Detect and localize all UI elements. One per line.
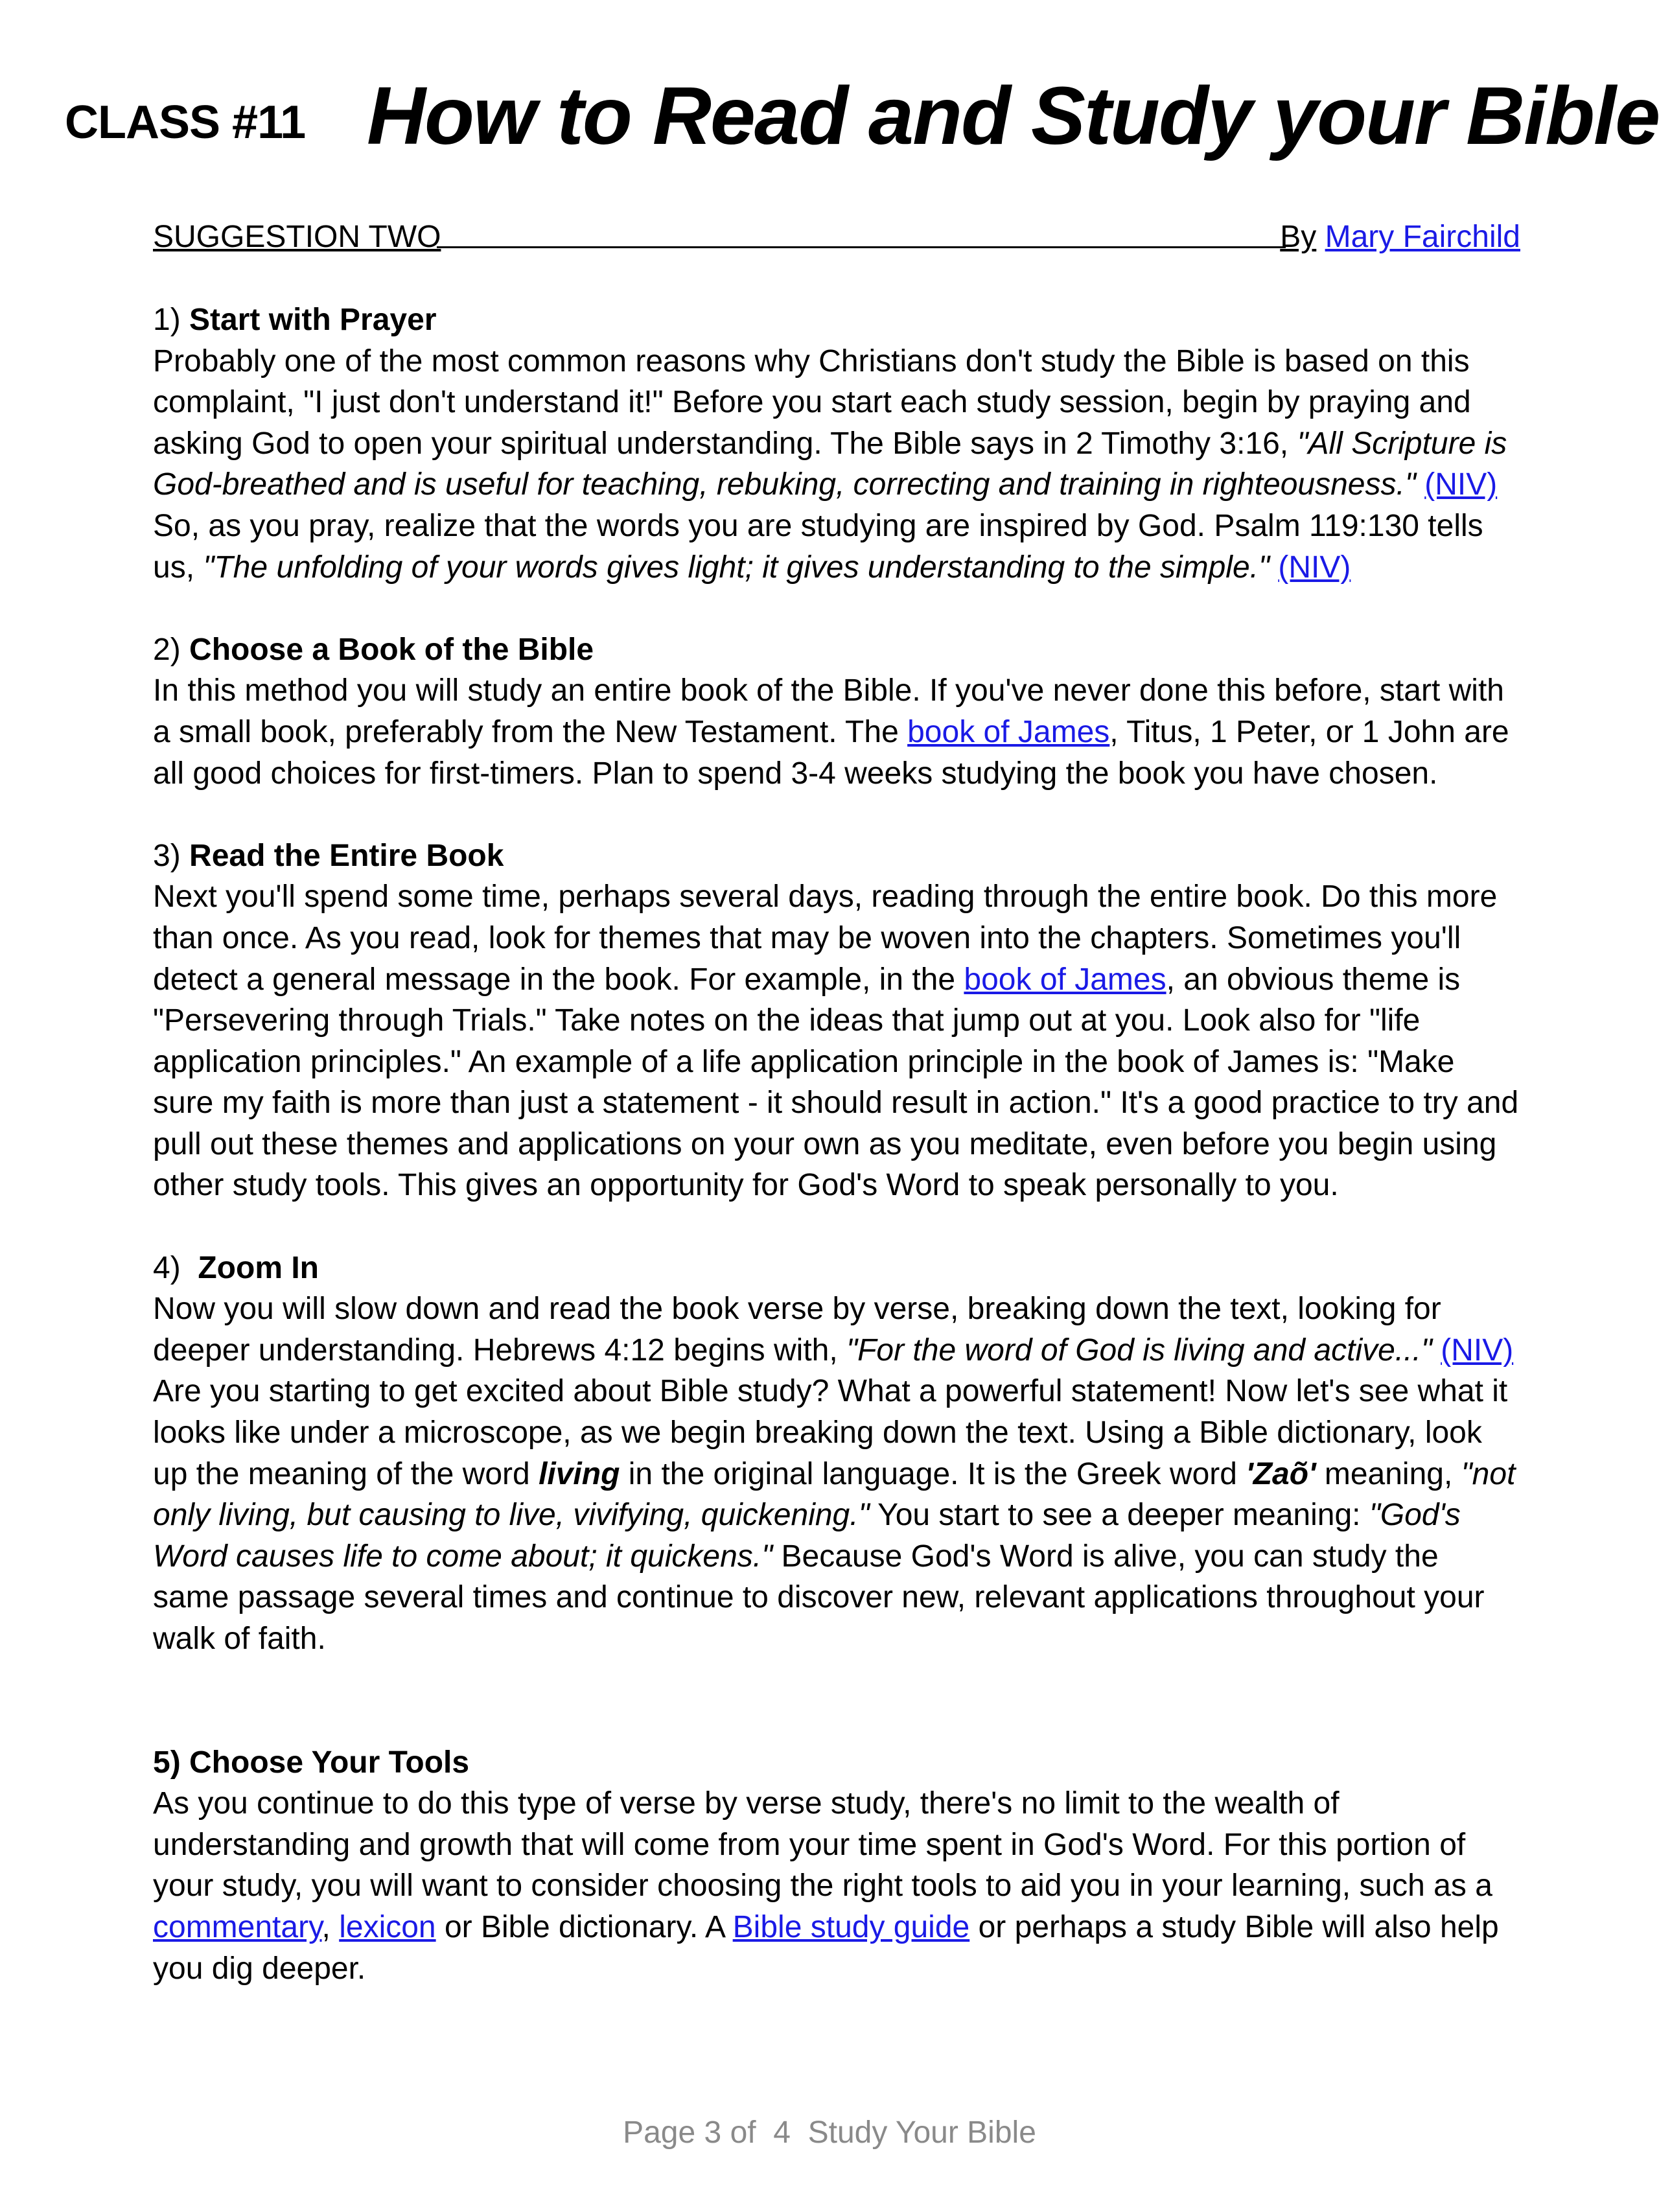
text: in the original language. It is the Greek word: [628, 1456, 1237, 1491]
definition-quote: "not only living, but causing to live, vivifying, quickening.": [153, 1456, 1516, 1533]
book-of-james-link[interactable]: book of James: [907, 714, 1110, 749]
section-title: Choose a Book of the Bible: [189, 632, 594, 667]
section-number: 2): [153, 632, 181, 667]
greek-word: 'Zaõ': [1246, 1456, 1316, 1491]
suggestion-label: SUGGESTION TWO: [153, 220, 441, 254]
section-text: [153, 1783, 1520, 1989]
page-footer: Page 3 of 4 Study Your Bible: [623, 2115, 1036, 2150]
section-2: [153, 629, 1520, 794]
text: , an obvious theme is "Persevering through Trials." Take notes on the ideas that jump out at you. Look also for "life application principles." An example of a life application principle in the book of James is: "Make sure my faith is more than just a statement - it should result in action." It's a good practice to try and pull out these themes and applications on your own as you meditate, even before you begin using other study tools. This gives an opportunity for God's Word to speak personally to you.: [153, 962, 1519, 1203]
by-label: By: [1280, 220, 1317, 254]
document-body: [153, 216, 1520, 2031]
book-of-james-link[interactable]: book of James: [964, 962, 1166, 997]
section-3: [153, 835, 1520, 1206]
scripture-quote: "All Scripture is God-breathed and is useful for teaching, rebuking, correcting and training in righteousness.": [153, 426, 1507, 502]
section-1: [153, 299, 1520, 588]
section-heading: [153, 1248, 1520, 1289]
section-heading: [153, 299, 1520, 341]
page-header: [65, 65, 1659, 162]
scripture-quote: "For the word of God is living and active...": [846, 1333, 1432, 1368]
text: Because God's Word is alive, you can study the same passage several times and continue to discover new, relevant applications throughout your walk of faith.: [153, 1539, 1485, 1656]
section-number: 1): [153, 303, 181, 337]
underline-rule: [437, 216, 1286, 248]
section-5: [153, 1742, 1520, 1990]
section-number: 3): [153, 838, 181, 873]
text: Probably one of the most common reasons why Christians don't study the Bible is based on this complaint, "I just don't understand it!" Before you start each study session, begin by praying and asking God to open your spiritual understanding. The Bible says in 2 Timothy 3:16,: [153, 343, 1471, 461]
section-text: [153, 1288, 1520, 1659]
author-link[interactable]: Mary Fairchild: [1325, 220, 1520, 254]
section-title: Read the Entire Book: [189, 838, 504, 873]
text: or Bible dictionary. A: [444, 1909, 725, 1944]
text: Now you will slow down and read the book verse by verse, breaking down the text, looking for deeper understanding. Hebrews 4:12 begins with,: [153, 1292, 1441, 1368]
section-number: 4): [153, 1250, 181, 1285]
text: As you continue to do this type of verse by verse study, there's no limit to the wealth of understanding and growth that will come from your time spent in God's Word. For this portion of your study, you will want to consider choosing the right tools to aid you in your learning, such as a: [153, 1786, 1492, 1903]
section-title: Zoom In: [198, 1250, 319, 1285]
text: ,: [321, 1909, 331, 1944]
scripture-quote: "The unfolding of your words gives light; it gives understanding to the simple.": [203, 550, 1270, 585]
section-4: [153, 1248, 1520, 1660]
niv-link[interactable]: (NIV): [1441, 1333, 1514, 1368]
byline: [153, 216, 1520, 258]
text: So, as you pray, realize that the words you are studying are inspired by God. Psalm 119:130 tells us,: [153, 508, 1483, 585]
document-title: How to Read and Study your Bible: [367, 70, 1659, 161]
author-credit: [1280, 216, 1520, 258]
class-label: CLASS #11: [65, 97, 306, 148]
text: or perhaps a study Bible will also help you dig deeper.: [153, 1909, 1499, 1986]
lexicon-link[interactable]: lexicon: [339, 1909, 436, 1944]
text: Next you'll spend some time, perhaps several days, reading through the entire book. Do this more than once. As you read, look for themes that may be woven into the chapters. Sometimes you'll detect a general message in the book. For example, in the: [153, 879, 1498, 997]
text: Are you starting to get excited about Bible study? What a powerful statement! Now let's see what it looks like under a microscope, as we begin breaking down the text. Using a Bible dictionary, look up the meaning of the word: [153, 1374, 1508, 1491]
emphasized-word: living: [539, 1456, 620, 1491]
text: You start to see a deeper meaning:: [877, 1498, 1361, 1533]
section-text: [153, 670, 1520, 794]
text: In this method you will study an entire book of the Bible. If you've never done this before, start with a small book, preferably from the New Testament. The: [153, 673, 1504, 749]
section-text: [153, 876, 1520, 1206]
section-title: Start with Prayer: [189, 303, 437, 337]
section-heading: [153, 1742, 1520, 1784]
niv-link[interactable]: (NIV): [1424, 467, 1498, 502]
section-heading: [153, 835, 1520, 877]
commentary-link[interactable]: commentary: [153, 1909, 322, 1944]
section-title: 5) Choose Your Tools: [153, 1745, 470, 1780]
bible-study-guide-link[interactable]: Bible study guide: [732, 1909, 970, 1944]
meaning-quote: "God's Word causes life to come about; it quickens.": [153, 1498, 1461, 1574]
section-heading: [153, 629, 1520, 671]
text: , Titus, 1 Peter, or 1 John are all good choices for first-timers. Plan to spend 3-4 weeks studying the book you have chosen.: [153, 714, 1509, 791]
section-text: [153, 341, 1520, 588]
niv-link[interactable]: (NIV): [1278, 550, 1351, 585]
text: meaning,: [1324, 1456, 1453, 1491]
